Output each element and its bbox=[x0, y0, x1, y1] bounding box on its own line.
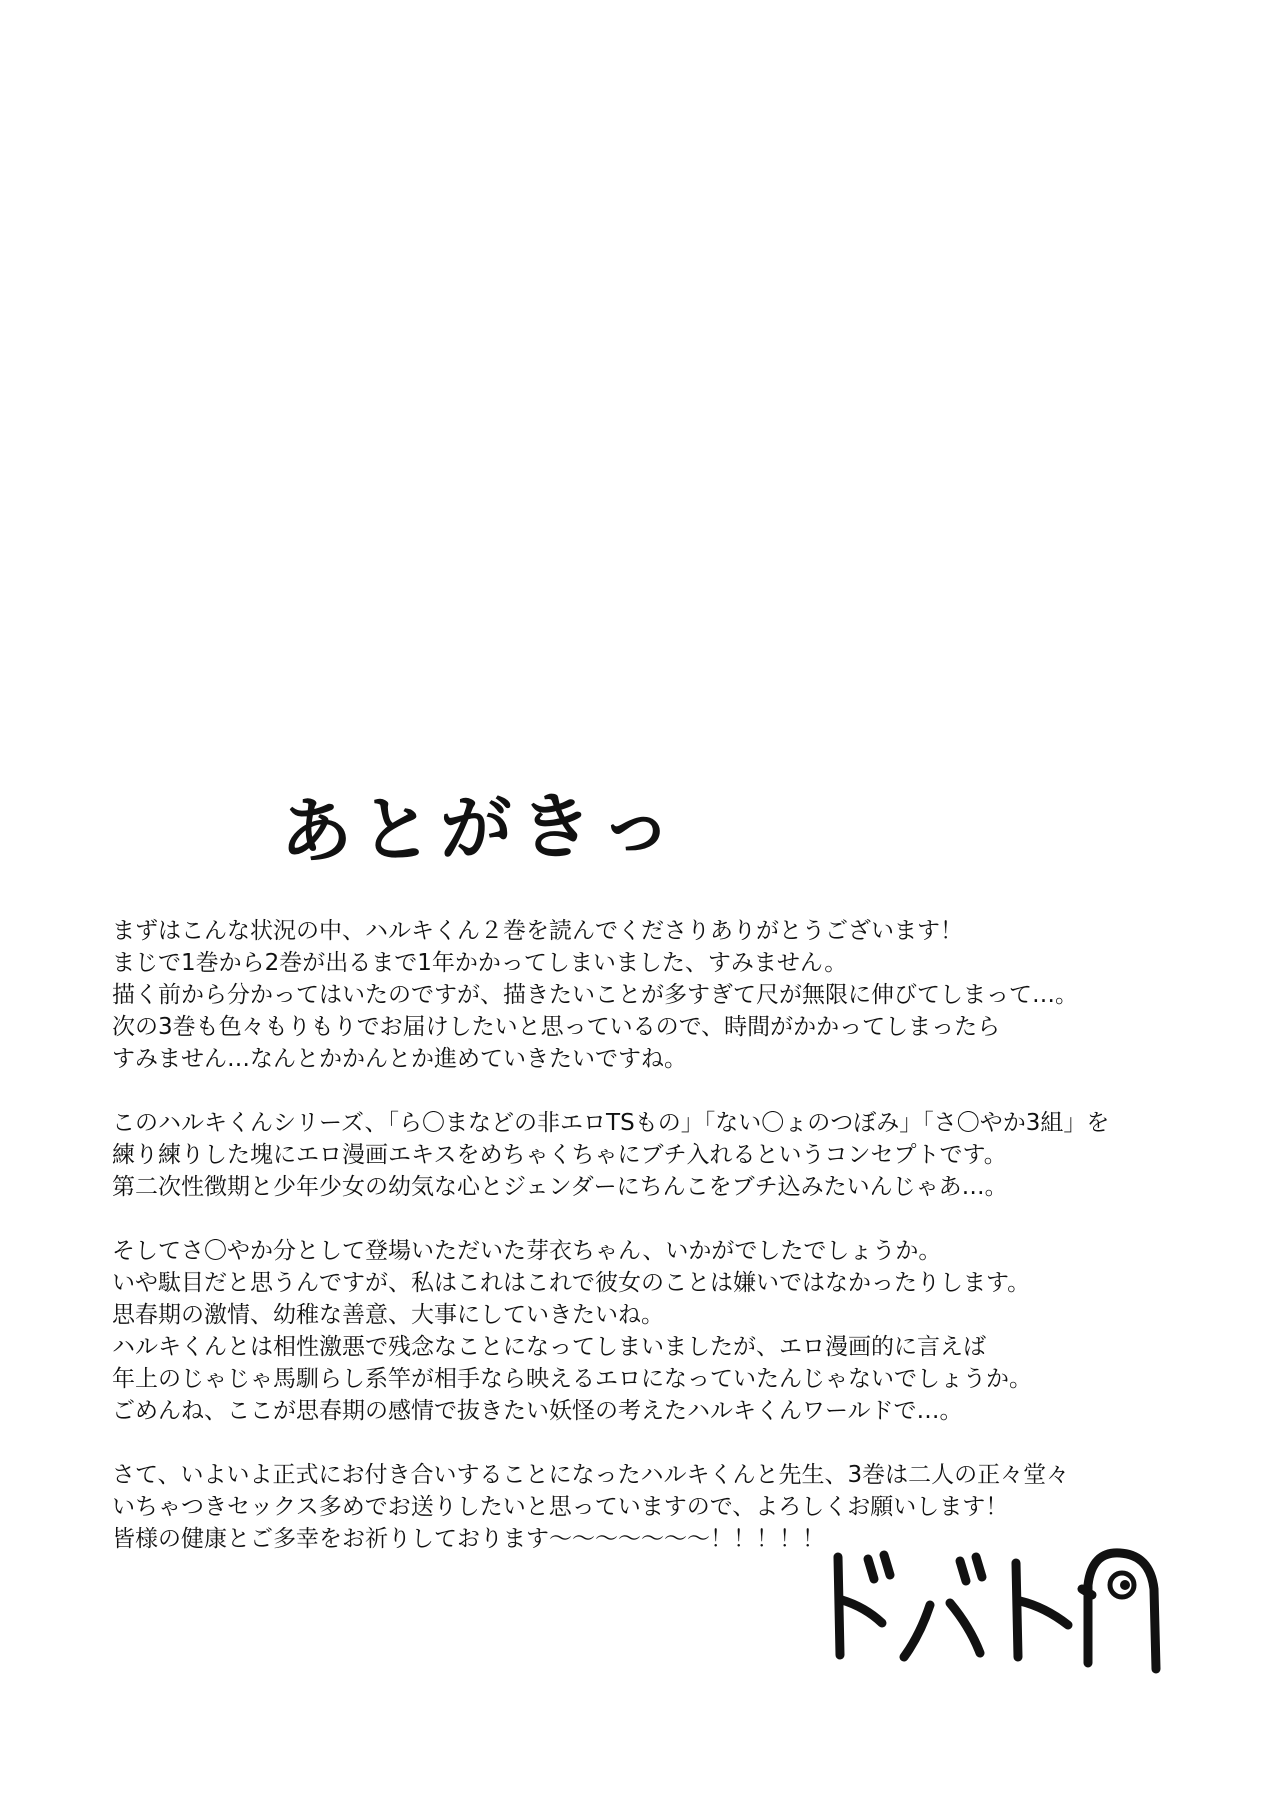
text-line: 皆様の健康とご多幸をお祈りしております〜〜〜〜〜〜〜！！！！！ bbox=[112, 1526, 825, 1552]
paragraph-4 bbox=[112, 1459, 1192, 1555]
text-line: いちゃつきセックス多めでお送りしたいと思っていますので、よろしくお願いします！ bbox=[112, 1494, 1009, 1520]
text-line: ハルキくんとは相性激悪で残念なことになってしまいましたが、エロ漫画的に言えば bbox=[112, 1334, 986, 1360]
text-line: 年上のじゃじゃ馬馴らし系竿が相手なら映えるエロになっていたんじゃないでしょうか。 bbox=[112, 1366, 1032, 1392]
text-line: このハルキくんシリーズ、「ら〇まなどの非エロTSもの」「ない〇ょのつぼみ」「さ〇やか3組」を bbox=[112, 1110, 1110, 1136]
paragraph-1 bbox=[112, 915, 1192, 1075]
afterword-title: あとがきっ bbox=[279, 782, 681, 874]
text-line: まじで1巻から2巻が出るまで1年かかってしまいました、すみません。 bbox=[112, 950, 848, 976]
paragraph-2 bbox=[112, 1107, 1192, 1203]
text-line: さて、いよいよ正式にお付き合いすることになったハルキくんと先生、3巻は二人の正々堂々 bbox=[112, 1462, 1070, 1488]
text-line: 第二次性徴期と少年少女の幼気な心とジェンダーにちんこをブチ込みたいんじゃあ…。 bbox=[112, 1174, 1008, 1200]
text-line: いや駄目だと思うんですが、私はこれはこれで彼女のことは嫌いではなかったりします。 bbox=[112, 1270, 1031, 1296]
text-line: 次の3巻も色々もりもりでお届けしたいと思っているので、時間がかかってしまったら bbox=[112, 1014, 1001, 1040]
text-line: ごめんね、ここが思春期の感情で抜きたい妖怪の考えたハルキくんワールドで…。 bbox=[112, 1398, 963, 1424]
paragraph-3 bbox=[112, 1235, 1192, 1427]
text-line: そしてさ〇やか分として登場いただいた芽衣ちゃん、いかがでしたでしょうか。 bbox=[112, 1238, 942, 1264]
afterword-body bbox=[112, 915, 1192, 1587]
text-line: すみません…なんとかかんとか進めていきたいですね。 bbox=[112, 1046, 687, 1072]
author-signature bbox=[820, 1545, 1180, 1675]
text-line: 思春期の激情、幼稚な善意、大事にしていきたいね。 bbox=[112, 1302, 664, 1328]
text-line: まずはこんな状況の中、ハルキくん２巻を読んでくださりありがとうございます！ bbox=[112, 918, 963, 944]
text-line: 練り練りした塊にエロ漫画エキスをめちゃくちゃにブチ入れるというコンセプトです。 bbox=[112, 1142, 1007, 1168]
text-line: 描く前から分かってはいたのですが、描きたいことが多すぎて尺が無限に伸びてしまって…。 bbox=[112, 982, 1078, 1008]
